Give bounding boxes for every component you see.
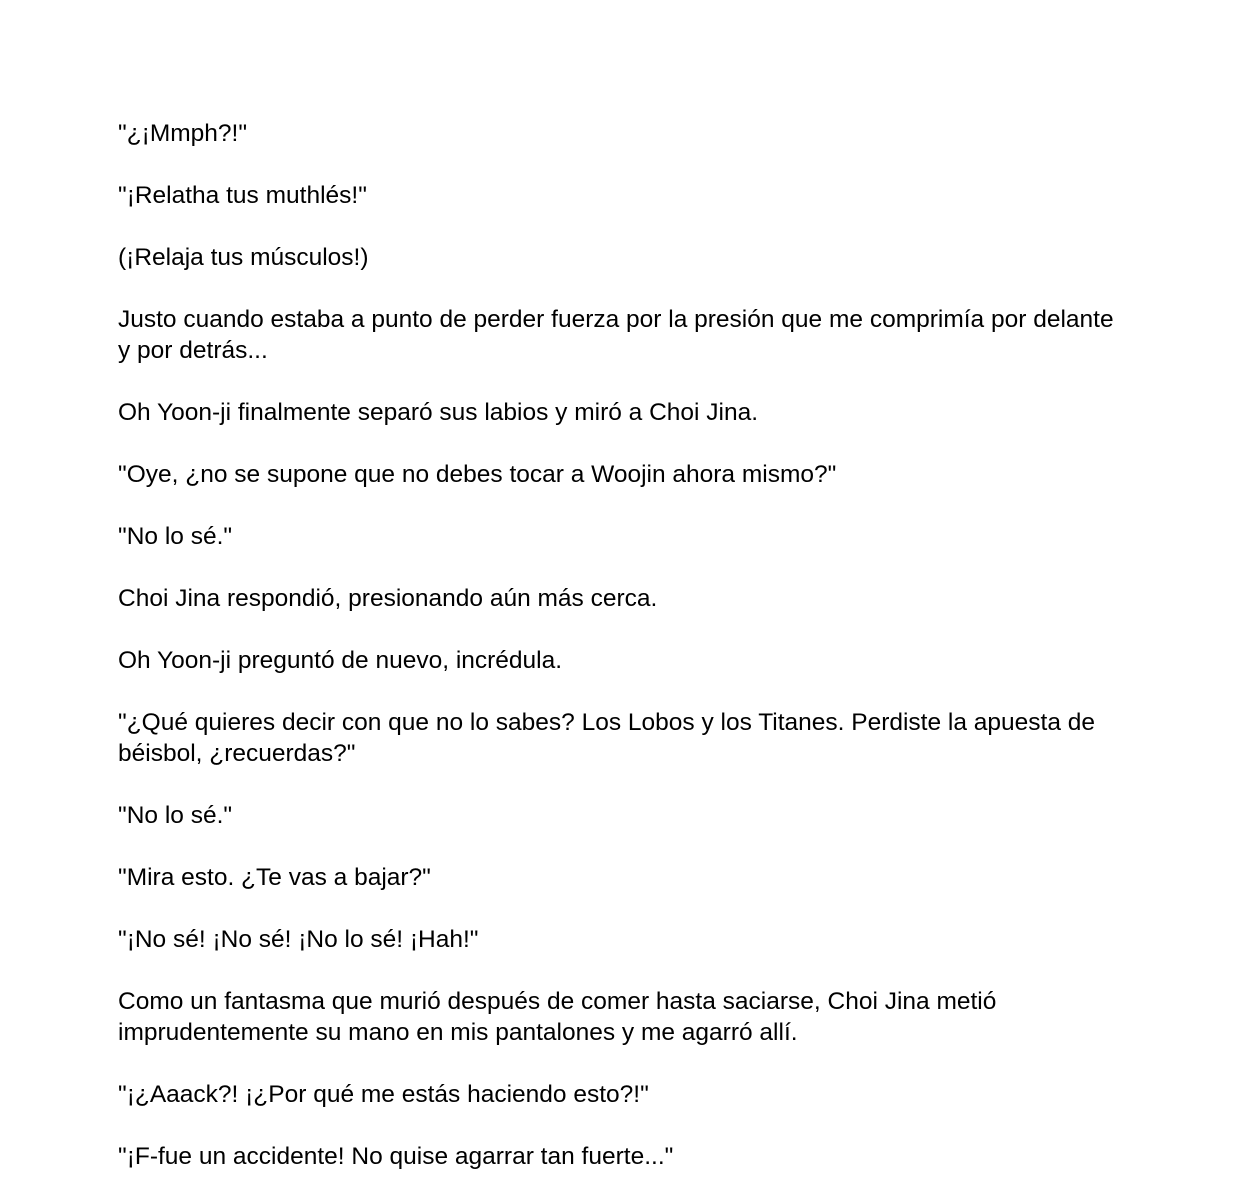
paragraph: "¡F-fue un accidente! No quise agarrar tan fuerte..." [118,1143,674,1170]
paragraph: "¡¿Aaack?! ¡¿Por qué me estás haciendo esto?!" [118,1081,649,1108]
paragraph: "¿¡Mmph?!" [118,120,248,147]
paragraph: "Oye, ¿no se supone que no debes tocar a Woojin ahora mismo?" [118,461,837,488]
paragraph: (¡Relaja tus músculos!) [118,244,369,271]
paragraph: "¡No sé! ¡No sé! ¡No lo sé! ¡Hah!" [118,926,479,953]
paragraph: Oh Yoon-ji preguntó de nuevo, incrédula. [118,647,563,674]
paragraph: Choi Jina respondió, presionando aún más cerca. [118,585,658,612]
paragraph: Oh Yoon-ji finalmente separó sus labios y miró a Choi Jina. [118,399,759,426]
paragraph: Justo cuando estaba a punto de perder fuerza por la presión que me comprimía por delante y por detrás... [118,306,1114,364]
paragraph: "No lo sé." [118,523,233,550]
paragraph: "¿Qué quieres decir con que no lo sabes? Los Lobos y los Titanes. Perdiste la apuesta de béisbol, ¿recuerdas?" [118,709,1096,767]
paragraph: "¡Relatha tus muthlés!" [118,182,367,209]
paragraph: "Mira esto. ¿Te vas a bajar?" [118,864,431,891]
paragraph: Como un fantasma que murió después de comer hasta saciarse, Choi Jina metió imprudentemente su mano en mis pantalones y me agarró allí. [118,988,997,1046]
document-body [118,118,1118,1203]
paragraph: "No lo sé." [118,802,233,829]
